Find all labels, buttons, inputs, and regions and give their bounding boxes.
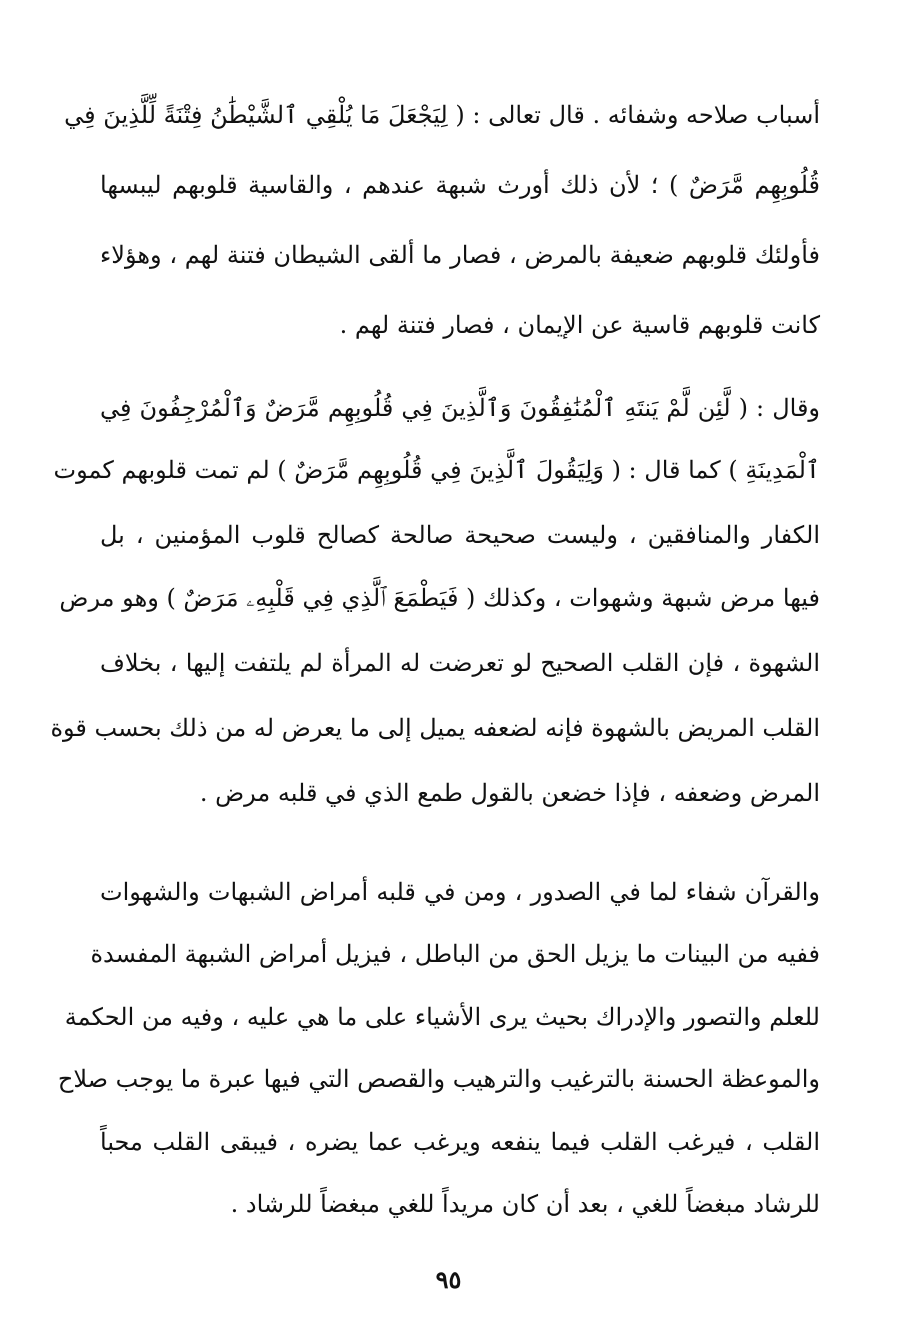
text-line: الشهوة ، فإن القلب الصحيح لو تعرضت له المرأة لم يلتفت إليها ، بخلاف [100, 649, 820, 677]
text-line: أسباب صلاحه وشفائه . قال تعالى : ( لِيَجْعَلَ مَا يُلْقِي ٱلشَّيْطَٰنُ فِتْنَةً لِّلَّذِينَ فِي [64, 101, 820, 129]
text-line: الكفار والمنافقين ، وليست صحيحة صالحة كصالح قلوب المؤمنين ، بل [100, 521, 820, 549]
text-line: كانت قلوبهم قاسية عن الإيمان ، فصار فتنة لهم . [339, 311, 820, 339]
text-line: للعلم والتصور والإدراك بحيث يرى الأشياء على ما هي عليه ، وفيه من الحكمة [64, 1003, 820, 1031]
text-line: المرض وضعفه ، فإذا خضعن بالقول طمع الذي في قلبه مرض . [199, 779, 820, 807]
text-line: قُلُوبِهِم مَّرَضٌ ) ؛ لأن ذلك أورث شبهة عندهم ، والقاسية قلوبهم ليبسها [100, 171, 820, 199]
text-line: والموعظة الحسنة بالترغيب والترهيب والقصص التي فيها عبرة ما يوجب صلاح [57, 1065, 820, 1093]
text-line: والقرآن شفاء لما في الصدور ، ومن في قلبه أمراض الشبهات والشهوات [100, 878, 820, 906]
text-line: وقال : ( لَّئِن لَّمْ يَنتَهِ ٱلْمُنَٰفِقُونَ وَٱلَّذِينَ فِي قُلُوبِهِم مَّرَضٌ وَٱلْمُرْجِفُونَ فِي [100, 394, 820, 422]
text-line: فأولئك قلوبهم ضعيفة بالمرض ، فصار ما ألقى الشيطان فتنة لهم ، وهؤلاء [100, 241, 820, 269]
text-line: القلب المريض بالشهوة فإنه لضعفه يميل إلى ما يعرض له من ذلك بحسب قوة [50, 714, 820, 742]
text-line: ٱلْمَدِينَةِ ) كما قال : ( وَلِيَقُولَ ٱلَّذِينَ فِي قُلُوبِهِم مَّرَضٌ ) لم تمت قلوبهم كموت [53, 456, 820, 484]
text-line: للرشاد مبغضاً للغي ، بعد أن كان مريداً للغي مبغضاً للرشاد . [230, 1190, 820, 1218]
text-line: القلب ، فيرغب القلب فيما ينفعه ويرغب عما يضره ، فيبقى القلب محباً [100, 1128, 820, 1156]
text-line: فيها مرض شبهة وشهوات ، وكذلك ( فَيَطْمَعَ ٱلَّذِي فِي قَلْبِهِۦ مَرَضٌ ) وهو مرض [59, 584, 820, 612]
text-line: ففيه من البينات ما يزيل الحق من الباطل ، فيزيل أمراض الشبهة المفسدة [90, 940, 820, 968]
page-number: ٩٥ [435, 1265, 462, 1294]
